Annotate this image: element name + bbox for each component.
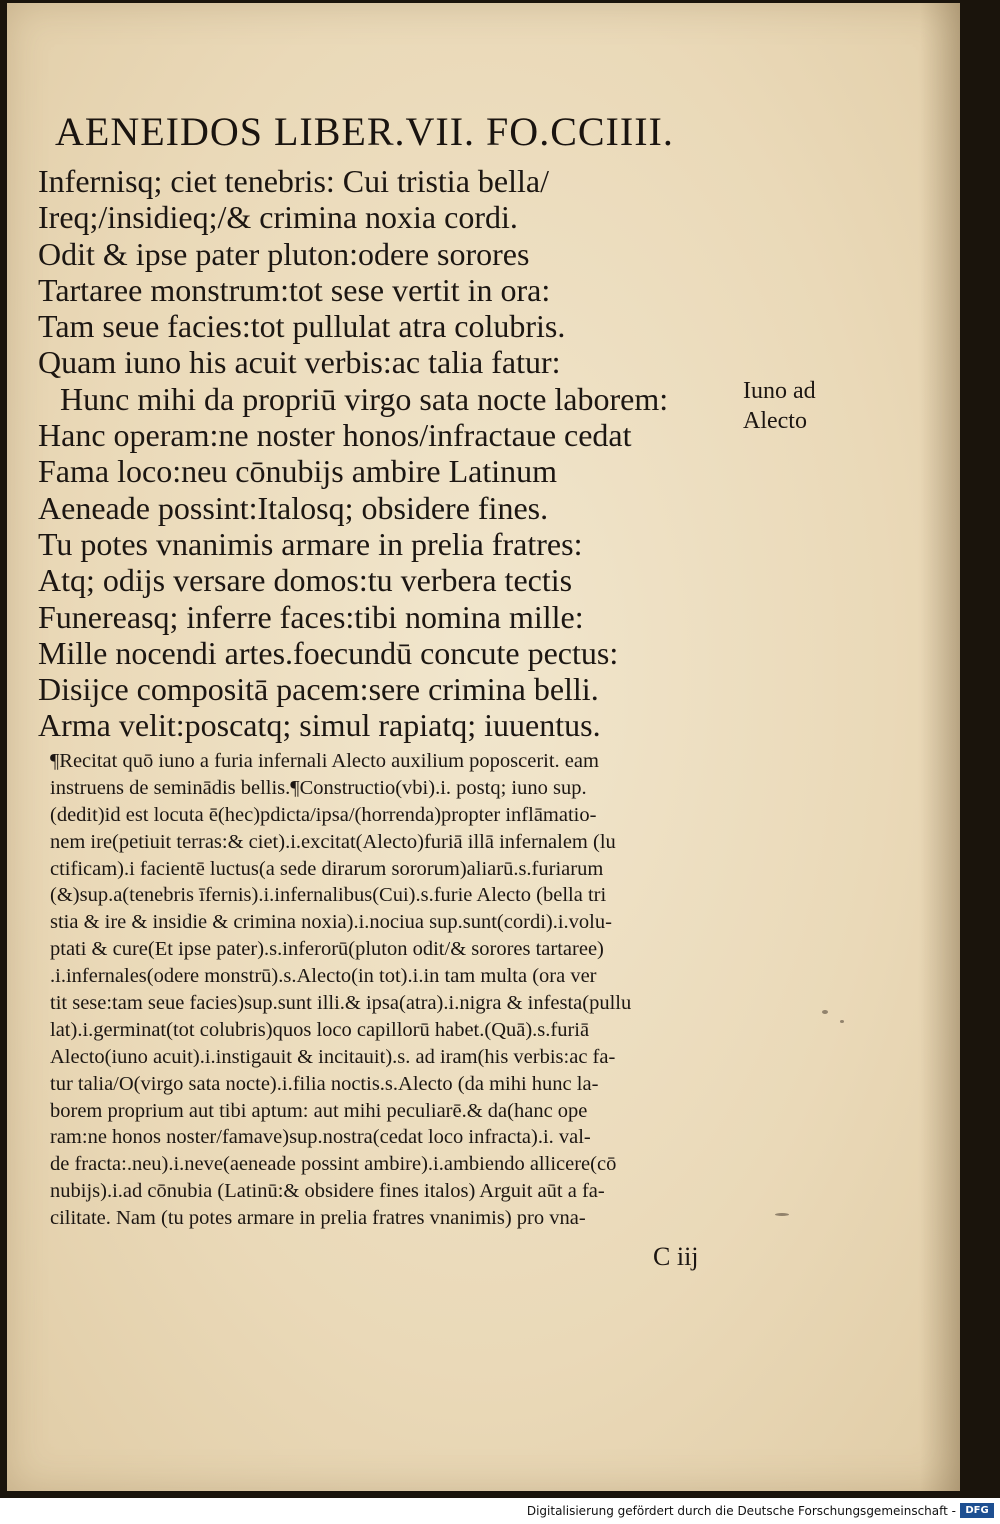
verse-line: Infernisq; ciet tenebris: Cui tristia bella/ [38,163,549,199]
funding-notice: Digitalisierung gefördert durch die Deutsche Forschungsgemeinschaft - [526,1504,956,1518]
commentary-line: lat).i.germinat(tot colubris)quos loco capillorū habet.(Quā).s.furiā [50,1018,590,1041]
verse-line: Arma velit:poscatq; simul rapiatq; iuuentus. [38,707,601,744]
verse-line: Odit & ipse pater pluton:odere sorores [38,235,530,272]
commentary-line: stia & ire & insidie & crimina noxia).i.nociua sup.sunt(cordi).i.volu- [50,911,612,934]
commentary-line: de fracta:.neu).i.neve(aeneade possint ambire).i.ambiendo allicere(cō [50,1153,617,1176]
verse-line: Aeneade possint:Italosq; obsidere fines. [38,489,549,526]
verse-line: Tu potes vnanimis armare in prelia fratres: [38,525,583,562]
ink-speck [822,1010,828,1014]
commentary-line: nubijs).i.ad cōnubia (Latinū:& obsidere fines italos) Arguit aūt a fa- [50,1180,605,1203]
commentary-line: ram:ne honos noster/famave)sup.nostra(cedat loco infracta).i. val- [50,1126,591,1149]
commentary-line: .i.infernales(odere monstrū).s.Alecto(in tot).i.in tam multa (ora ver [50,965,597,988]
signature-mark: C iij [653,1242,699,1271]
verse-line: Atq; odijs versare domos:tu verbera tectis [38,562,573,599]
verse-line: Tam seue facies:tot pullulat atra colubris. [38,308,566,345]
margin-note-line: Alecto [743,408,807,434]
ink-speck [775,1213,789,1216]
commentary-line: (dedit)id est locuta ē(hec)pdicta/ipsa/(horrenda)propter inflāmatio- [50,803,597,826]
commentary-line: (&)sup.a(tenebris īfernis).i.infernalibus(Cui).s.furie Alecto (bella tri [50,884,607,907]
verse-line: Quam iuno his acuit verbis:ac talia fatur: [38,344,561,381]
verse-line: Tartaree monstrum:tot sese vertit in ora: [38,271,551,308]
commentary-line: ¶Recitat quō iuno a furia infernali Alecto auxilium poposcerit. eam [50,750,599,772]
verse-line: Ireq;/insidieq;/& crimina noxia cordi. [38,199,518,236]
commentary-line: tur talia/O(virgo sata nocte).i.filia noctis.s.Alecto (da mihi hunc la- [50,1072,599,1095]
commentary-line: borem proprium aut tibi aptum: aut mihi peculiarē.& da(hanc ope [50,1099,588,1122]
commentary-line: ptati & cure(Et ipse pater).s.inferorū(pluton odit/& sorores tartaree) [50,938,604,961]
running-head: AENEIDOS LIBER.VII. FO.CCIIII. [55,109,674,154]
page-edge-shadow [920,3,960,1491]
margin-note [743,376,863,436]
ink-speck [840,1020,844,1023]
verse-line: Disijce compositā pacem:sere crimina belli. [38,671,599,708]
dfg-logo: DFG [960,1503,994,1518]
commentary-line: tit sese:tam seue facies)sup.sunt illi.& ipsa(atra).i.nigra & infesta(pullu [50,992,632,1015]
commentary-line: instruens de seminādis bellis.¶Constructio(vbi).i. postq; iuno sup. [50,776,587,799]
commentary-line: cilitate. Nam (tu potes armare in prelia fratres vnanimis) pro vna- [50,1207,586,1230]
verse-line: Fama loco:neu cōnubijs ambire Latinum [38,453,557,490]
footer-bar [0,1498,1000,1524]
commentary-line: nem ire(petiuit terras:& ciet).i.excitat(Alecto)furiā illā infernalem (lu [50,830,616,853]
verse-line: Mille nocendi artes.foecundū concute pectus: [38,634,619,671]
commentary-line: Alecto(iuno acuit).i.instigauit & incitauit).s. ad iram(his verbis:ac fa- [50,1045,616,1068]
commentary-line: ctificam).i facientē luctus(a sede dirarum sororum)aliarū.s.furiarum [50,857,604,880]
commentary-block [50,748,760,1232]
verse-block [38,163,738,744]
verse-line: Hanc operam:ne noster honos/infractaue cedat [38,417,632,454]
verse-line: Hunc mihi da propriū virgo sata nocte laborem: [60,380,669,417]
margin-note-line: Iuno ad [743,378,816,404]
verse-line: Funereasq; inferre faces:tibi nomina mille: [38,598,584,635]
